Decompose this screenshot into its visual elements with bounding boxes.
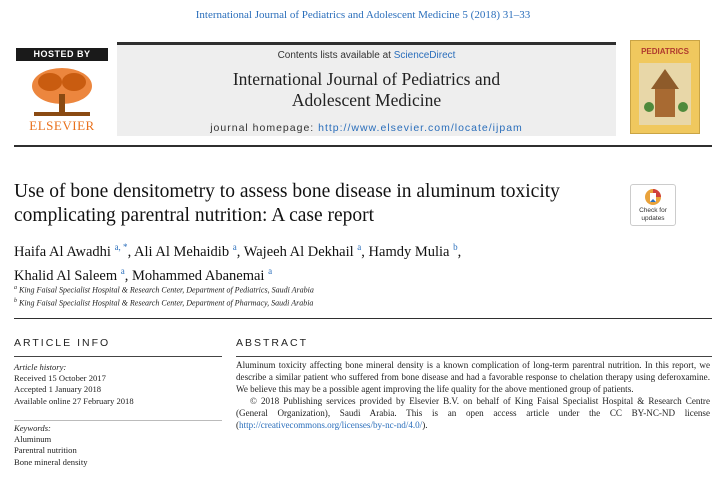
hosted-by-label: HOSTED BY — [16, 48, 108, 61]
author[interactable]: Mohammed Abanemai $^a$ — [131, 265, 273, 284]
elsevier-logo-text: ELSEVIER — [29, 118, 95, 133]
online-date: Available online 27 February 2018 — [14, 395, 134, 406]
check-for-updates-button[interactable] — [630, 184, 676, 226]
journal-title: International Journal of Pediatrics and Adolescent Medicine — [232, 69, 501, 110]
affiliation: $^b$ King Faisal Specialist Hospital & Research Center, Department of Pharmacy, Saudi Arabia — [14, 297, 314, 308]
article-info-rule — [14, 356, 222, 357]
homepage-link[interactable]: http://www.elsevier.com/locate/ijpam — [318, 122, 523, 134]
cover-illustration — [639, 63, 691, 125]
contents-line: Contents lists available at ScienceDirect — [277, 50, 456, 61]
article-title: Use of bone densitometry to assess bone disease in aluminum toxicity complicating parentral nutrition: A case report — [14, 181, 560, 226]
author[interactable]: Ali Al Mehaidib $^a$ — [134, 242, 237, 260]
journal-header — [117, 42, 616, 136]
keyword: Bone mineral density — [14, 456, 88, 467]
journal-citation[interactable]: International Journal of Pediatrics and Adolescent Medicine 5 (2018) 31–33 — [195, 9, 531, 21]
keywords — [14, 423, 222, 468]
cover-title: PEDIATRICS — [641, 47, 689, 56]
affiliations — [14, 283, 574, 308]
copyright-notice: © 2018 Publishing services provided by Elsevier B.V. on behalf of King Faisal Specialist Hospital & Research Centre (General Organization), Saudi Arabia. This is an open access article under the CC BY-NC-ND license (http://creativecommons.org/licenses/by-nc-nd/4.0/). — [236, 395, 710, 430]
accepted-date: Accepted 1 January 2018 — [14, 384, 102, 395]
journal-cover[interactable] — [630, 40, 700, 134]
abstract-body — [236, 360, 710, 431]
keywords-label: Keywords: — [14, 423, 51, 433]
crossmark-label: Check for updates — [639, 207, 667, 222]
author[interactable]: Khalid Al Saleem $^a$ — [14, 265, 125, 284]
history-divider — [14, 420, 222, 421]
author-list: Haifa Al Awadhi $^{a, *}$, Ali Al Mehaidib $^a$, Wajeeh Al Dekhail $^a$, Hamdy Mulia $^b$, Khalid Al Saleem $^a$, Mohammed Abanemai $^a$ — [14, 242, 462, 284]
section-rule — [14, 318, 712, 319]
header-rule — [14, 145, 712, 147]
history-label: Article history: — [14, 362, 67, 372]
author[interactable]: Wajeeh Al Dekhail $^a$ — [243, 242, 362, 260]
abstract-heading: ABSTRACT — [236, 337, 309, 349]
article-history — [14, 362, 222, 407]
keyword: Parentral nutrition — [14, 445, 77, 456]
received-date: Received 15 October 2017 — [14, 373, 106, 384]
affiliation: $^a$ King Faisal Specialist Hospital & Research Center, Department of Pediatrics, Saudi Arabia — [14, 285, 314, 295]
sciencedirect-link[interactable]: ScienceDirect — [393, 50, 456, 61]
article-info-heading: ARTICLE INFO — [14, 337, 111, 349]
abstract-text: Aluminum toxicity affecting bone mineral density is a known complication of long-term parentral nutrition. In this report, we describe a similar patient who suffered from bone disease and had a favorable response to chelation therapy using deferoxamine. We believe this may be a possible agent improving the life quality for the above mentioned group of patients. — [236, 360, 710, 394]
license-link[interactable]: http://creativecommons.org/licenses/by-nc-nd/4.0/ — [239, 419, 423, 430]
elsevier-tree-logo — [20, 64, 104, 120]
abstract-rule — [236, 356, 712, 357]
keyword: Aluminum — [14, 434, 52, 445]
journal-homepage: journal homepage: http://www.elsevier.com/locate/ijpam — [210, 122, 523, 134]
author[interactable]: Haifa Al Awadhi $^{a, *}$ — [14, 242, 128, 260]
crossmark-icon — [644, 188, 662, 206]
author[interactable]: Hamdy Mulia $^b$ — [368, 242, 458, 260]
